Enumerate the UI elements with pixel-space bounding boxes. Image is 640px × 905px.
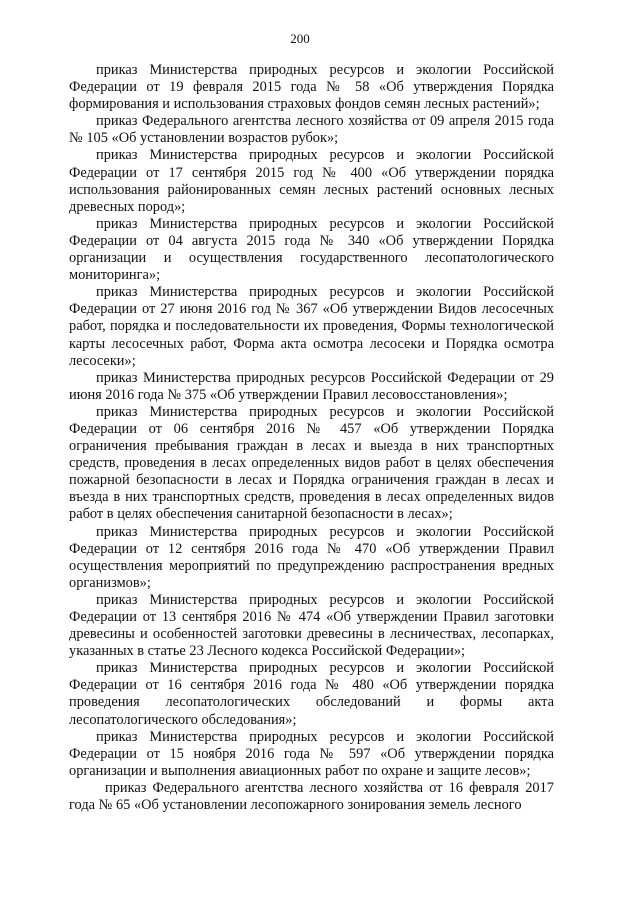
document-body <box>69 62 554 814</box>
paragraph-4: приказ Министерства природных ресурсов и экологии Российской Федерации от 04 августа 2015 года № 340 «Об утверждении Порядка организации и осуществления государственного лесопатологического мониторинга»; <box>69 215 554 284</box>
paragraph-8: приказ Министерства природных ресурсов и экологии Российской Федерации от 12 сентября 2016 года № 470 «Об утверждении Правил осуществления мероприятий по предупреждению распространения вредных организмов»; <box>69 523 554 591</box>
paragraph-3: приказ Министерства природных ресурсов и экологии Российской Федерации от 17 сентября 2015 год № 400 «Об утверждении порядка использования районированных семян лесных растений основных лесных древесных пород»; <box>69 147 554 215</box>
paragraph-9: приказ Министерства природных ресурсов и экологии Российской Федерации от 13 сентября 2016 № 474 «Об утверждении Правил заготовки древесины и особенностей заготовки древесины в лесничествах, лесопарках, указанных в статье 23 Лесного кодекса Российской Федерации»; <box>69 591 554 660</box>
paragraph-2: приказ Федерального агентства лесного хозяйства от 09 апреля 2015 года № 105 «Об установлении возрастов рубок»; <box>69 113 554 147</box>
paragraph-11: приказ Министерства природных ресурсов и экологии Российской Федерации от 15 ноября 2016 года № 597 «Об утверждении порядка организации и выполнения авиационных работ по охране и защите лесов»; <box>69 728 554 779</box>
paragraph-5: приказ Министерства природных ресурсов и экологии Российской Федерации от 27 июня 2016 год № 367 «Об утверждении Видов лесосечных работ, порядка и последовательности их проведения, Формы технологической карты лесосечных работ, Форма акта осмотра лесосеки и Порядка осмотра лесосеки»; <box>69 284 554 369</box>
paragraph-10: приказ Министерства природных ресурсов и экологии Российской Федерации от 16 сентября 2016 года № 480 «Об утверждении порядка проведения лесопатологических обследований и формы акта лесопатологического обследования»; <box>69 660 554 728</box>
paragraph-6: приказ Министерства природных ресурсов Российской Федерации от 29 июня 2016 года № 375 «Об утверждении Правил лесовосстановления»; <box>69 369 554 403</box>
paragraph-1: приказ Министерства природных ресурсов и экологии Российской Федерации от 19 февраля 2015 года № 58 «Об утверждения Порядка формирования и использования страховых фондов семян лесных растений»; <box>69 62 554 113</box>
paragraph-7: приказ Министерства природных ресурсов и экологии Российской Федерации от 06 сентября 2016 № 457 «Об утверждении Порядка ограничения пребывания граждан в лесах и выезда в них транспортных средств, проведения в лесах определенных видов работ в целях обеспечения пожарной безопасности в лесах и Порядка ограничения граждан в лесах и въезда в них транспортных средств, проведения в лесах определенных видов работ в целях обеспечения санитарной безопасности в лесах»; <box>69 403 554 523</box>
page-number: 200 <box>290 31 310 46</box>
paragraph-12: приказ Федерального агентства лесного хозяйства от 16 февраля 2017 года № 65 «Об установлении лесопожарного зонирования земель лесного <box>69 779 554 814</box>
